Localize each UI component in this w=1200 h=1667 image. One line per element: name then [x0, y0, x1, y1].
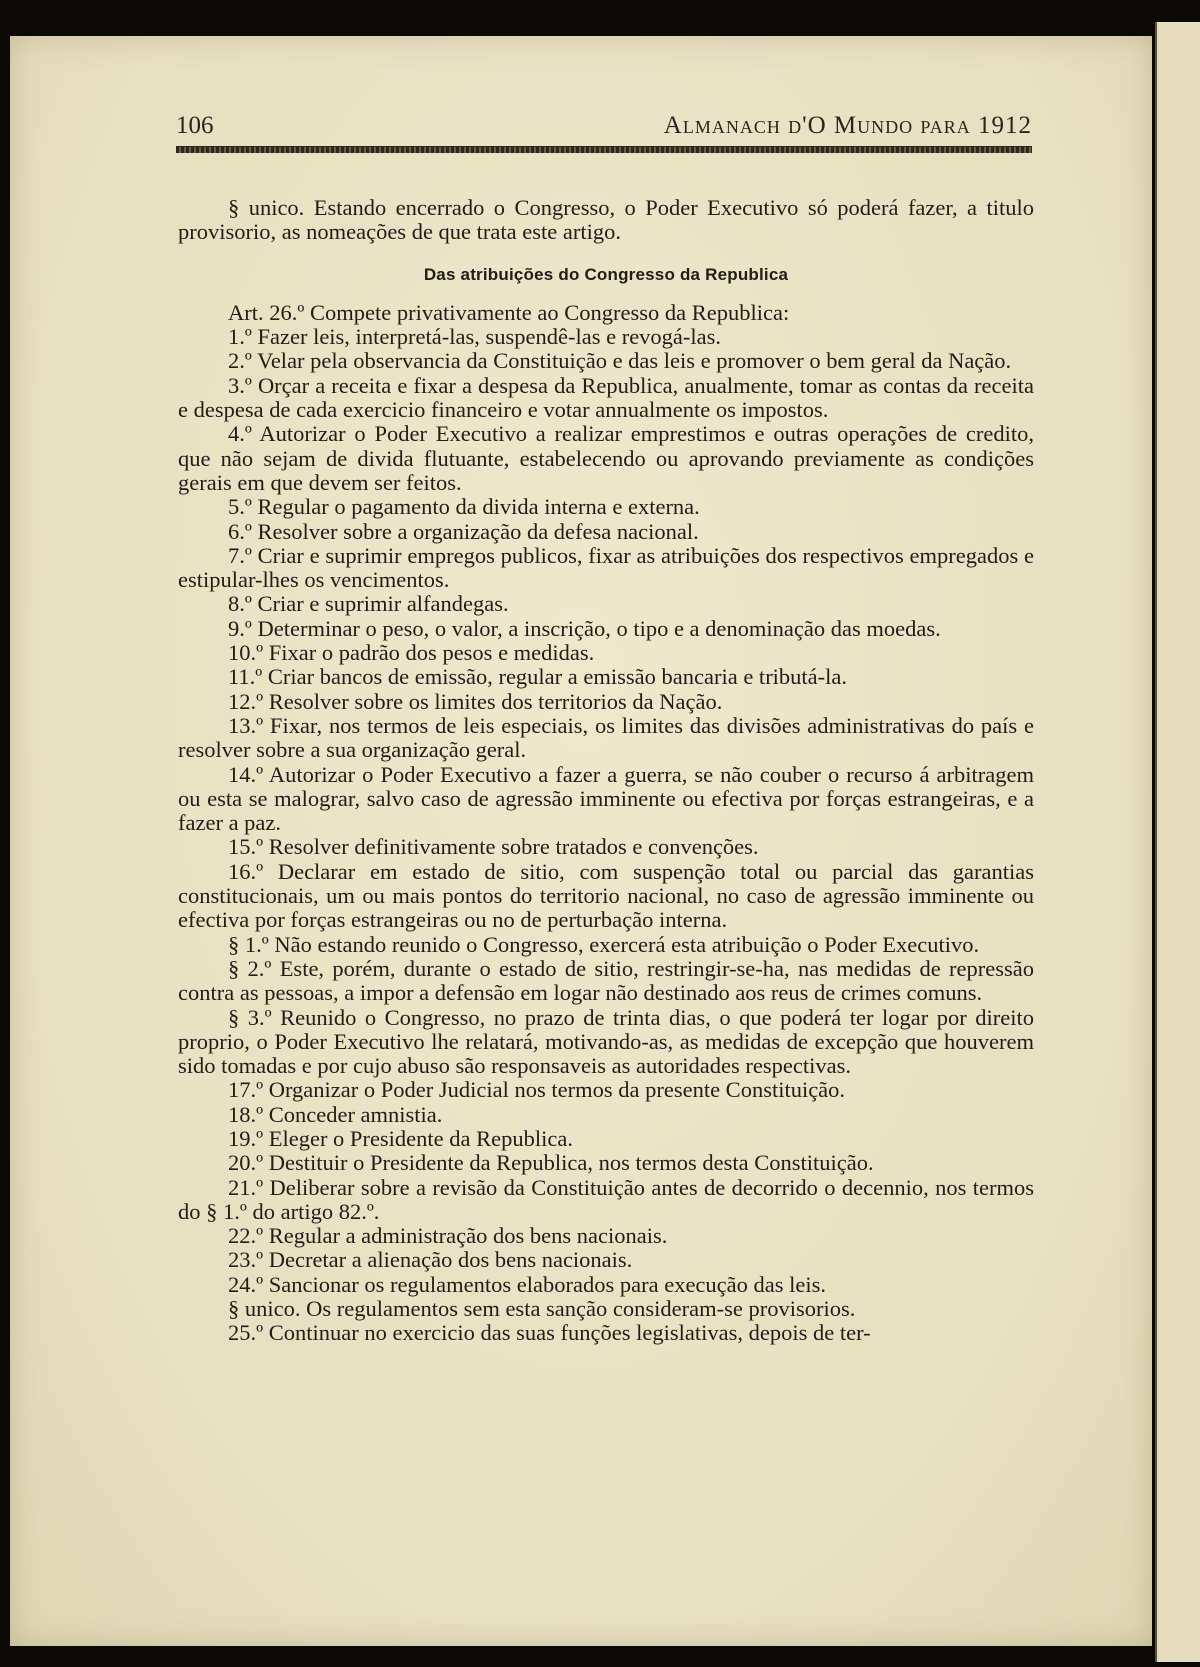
paragraph: § 3.º Reunido o Congresso, no prazo de trinta dias, o que poderá ter logar por direito proprio, o Poder Executivo lhe relatará, motivando-as, as medidas de excepção que houverem sido tomadas e por cujo abuso são responsaveis as autoridades respectivas. [178, 1004, 1034, 1079]
paragraph: 12.º Resolver sobre os limites dos territorios da Nação. [228, 688, 723, 714]
paragraph: § unico. Os regulamentos sem esta sanção consideram-se provisorios. [228, 1296, 856, 1322]
paragraph: 24.º Sancionar os regulamentos elaborados para execução das leis. [228, 1271, 827, 1297]
paragraph: 22.º Regular a administração dos bens nacionais. [228, 1223, 668, 1249]
running-head: Almanach d'O Mundo para 1912 [663, 112, 1032, 139]
paragraph: 5.º Regular o pagamento da divida interna e externa. [228, 494, 700, 520]
paragraph: Art. 26.º Compete privativamente ao Congresso da Republica: [228, 299, 790, 325]
paragraph: § 2.º Este, porém, durante o estado de sitio, restringir-se-ha, nas medidas de repressão contra as pessoas, a impor a defensão em logar não destinado aos reus de crimes comuns. [178, 955, 1034, 1006]
paragraph: 19.º Eleger o Presidente da Republica. [228, 1125, 573, 1151]
paragraph: § 1.º Não estando reunido o Congresso, exercerá esta atribuição o Poder Executivo. [228, 931, 980, 957]
paragraph: 8.º Criar e suprimir alfandegas. [228, 591, 509, 617]
facing-page-edge [1155, 22, 1200, 1662]
body-text [178, 196, 1034, 1346]
paragraph: 6.º Resolver sobre a organização da defesa nacional. [228, 518, 699, 544]
header-rule [176, 146, 1032, 153]
paragraph: 3.º Orçar a receita e fixar a despesa da Republica, anualmente, tomar as contas da receita e despesa de cada exercicio financeiro e votar annualmente os impostos. [178, 372, 1034, 423]
paragraph: 10.º Fixar o padrão dos pesos e medidas. [228, 640, 595, 666]
paragraph: 7.º Criar e suprimir empregos publicos, fixar as atribuições dos respectivos empregados e estipular-lhes os vencimentos. [178, 542, 1034, 593]
intro-paragraph: § unico. Estando encerrado o Congresso, o Poder Executivo só poderá fazer, a titulo provisorio, as nomeações de que trata este artigo. [178, 195, 1034, 245]
paragraph: 20.º Destituir o Presidente da Republica, nos termos desta Constituição. [228, 1150, 874, 1176]
paragraph: 9.º Determinar o peso, o valor, a inscrição, o tipo e a denominação das moedas. [228, 615, 941, 641]
paragraph: 17.º Organizar o Poder Judicial nos termos da presente Constituição. [228, 1077, 846, 1103]
page-number: 106 [176, 112, 214, 139]
paragraph: 25.º Continuar no exercicio das suas funções legislativas, depois de ter- [228, 1320, 871, 1346]
paragraph: 13.º Fixar, nos termos de leis especiais, os limites das divisões administrativas do país e resolver sobre a sua organização geral. [178, 712, 1034, 763]
paragraph: 2.º Velar pela observancia da Constituição e das leis e promover o bem geral da Nação. [228, 348, 1012, 374]
paragraph: 18.º Conceder amnistia. [228, 1101, 443, 1127]
paragraph: 16.º Declarar em estado de sitio, com suspenção total ou parcial das garantias constitucionais, um ou mais pontos do territorio nacional, no caso de agressão imminente ou efectiva por forças estrangeiras ou no de perturbação interna. [178, 858, 1034, 933]
paragraph: 1.º Fazer leis, interpretá-las, suspendê-las e revogá-las. [228, 324, 722, 350]
section-heading: Das atribuições do Congresso da Republica [423, 264, 789, 284]
paragraph: 23.º Decretar a alienação dos bens nacionais. [228, 1247, 633, 1273]
paragraph: 14.º Autorizar o Poder Executivo a fazer a guerra, se não couber o recurso á arbitragem ou esta se malograr, salvo caso de agressão imminente ou efectiva por forças estrangeiras, e a fazer a paz. [178, 761, 1034, 836]
paragraph: 11.º Criar bancos de emissão, regular a emissão bancaria e tributá-la. [228, 664, 848, 690]
paragraph: 4.º Autorizar o Poder Executivo a realizar emprestimos e outras operações de credito, que não sejam de divida flutuante, estabelecendo ou aprovando previamente as condições gerais em que devem ser feitos. [178, 421, 1034, 495]
paragraph: 15.º Resolver definitivamente sobre tratados e convenções. [228, 834, 759, 860]
paragraph: 21.º Deliberar sobre a revisão da Constituição antes de decorrido o decennio, nos termos do § 1.º do artigo 82.º. [178, 1174, 1034, 1224]
